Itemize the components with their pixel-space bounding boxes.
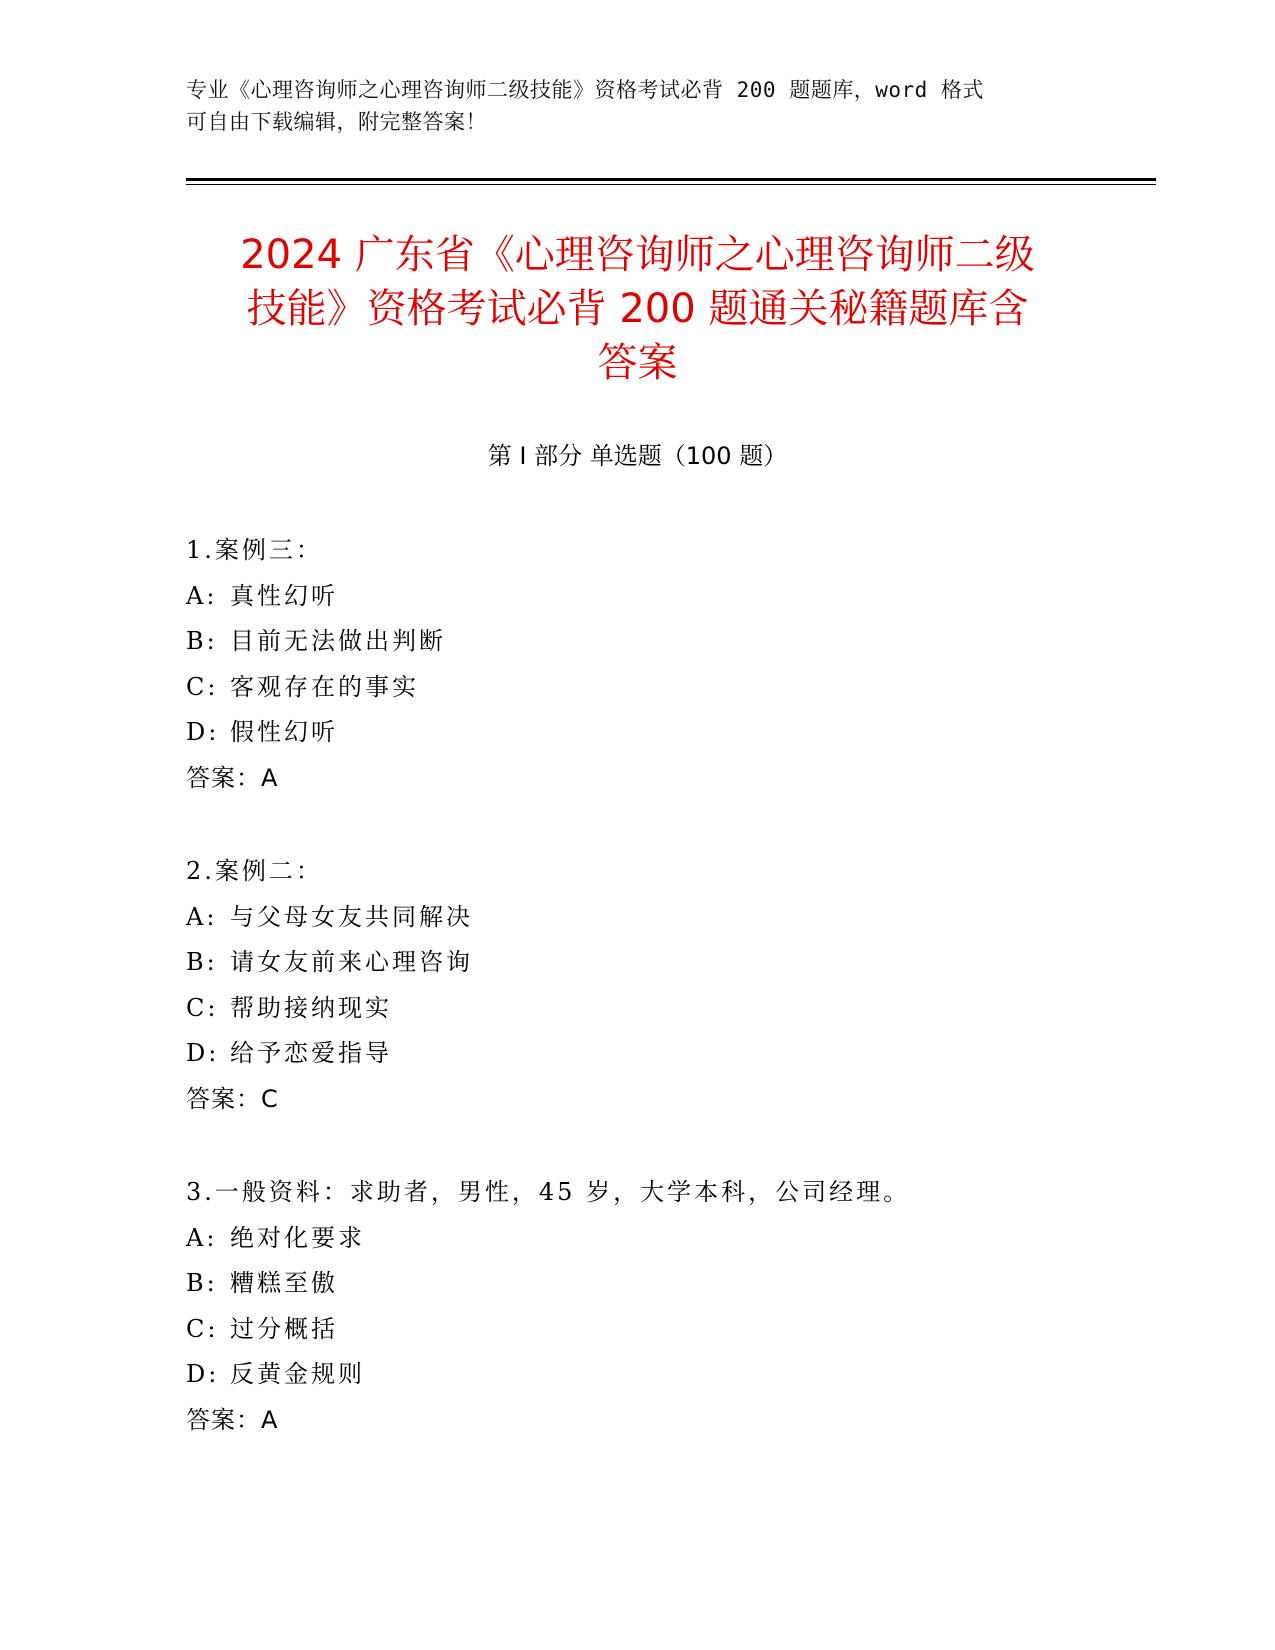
option-d <box>186 1031 1146 1077</box>
document-title-line-3: 答案 <box>597 340 678 386</box>
option-letter: A: <box>186 1223 218 1252</box>
option-b <box>186 940 1146 986</box>
option-text: 给予恋爱指导 <box>230 1039 392 1067</box>
option-text: 真性幻听 <box>230 581 338 610</box>
option-letter: D: <box>186 718 220 746</box>
section-title: 第 I 部分 单选题（100 题） <box>487 442 788 470</box>
document-title <box>150 228 1125 390</box>
option-letter: C: <box>186 1314 219 1343</box>
option-text: 过分概括 <box>230 1314 338 1343</box>
option-d <box>186 710 1146 756</box>
option-text: 糟糕至傲 <box>230 1269 338 1297</box>
header-divider-thin <box>186 184 1156 185</box>
option-d <box>186 1352 1146 1398</box>
option-text: 目前无法做出判断 <box>230 627 446 655</box>
option-c <box>186 1307 1146 1353</box>
option-text: 绝对化要求 <box>230 1223 365 1252</box>
option-text: 请女友前来心理咨询 <box>230 948 473 976</box>
option-letter: B: <box>186 948 218 976</box>
document-title-line-2: 技能》资格考试必背 200 题通关秘籍题库含 <box>246 286 1029 332</box>
question-stem: 1.案例三： <box>186 536 323 564</box>
option-text: 反黄金规则 <box>230 1360 365 1388</box>
option-letter: A: <box>186 902 218 931</box>
option-c <box>186 986 1146 1032</box>
header-divider-thick <box>186 178 1156 181</box>
answer-line: 答案：C <box>186 1084 279 1113</box>
option-letter: C: <box>186 993 219 1022</box>
option-text: 与父母女友共同解决 <box>230 902 473 931</box>
option-letter: A: <box>186 581 218 610</box>
answer-line: 答案：A <box>186 1405 279 1434</box>
header-note <box>186 74 1086 138</box>
option-c <box>186 665 1146 711</box>
question-stem: 3.一般资料：求助者，男性，45 岁，大学本科，公司经理。 <box>186 1178 911 1206</box>
option-letter: B: <box>186 627 218 655</box>
option-letter: B: <box>186 1269 218 1297</box>
header-note-line-1: 专业《心理咨询师之心理咨询师二级技能》资格考试必背 200 题题库，word 格式 <box>186 78 984 102</box>
question-1 <box>186 528 1146 801</box>
question-2 <box>186 849 1146 1122</box>
header-note-line-2: 可自由下载编辑，附完整答案！ <box>186 110 487 134</box>
option-text: 假性幻听 <box>230 718 338 746</box>
option-text: 客观存在的事实 <box>230 672 419 701</box>
option-letter: C: <box>186 672 219 701</box>
question-stem: 2.案例二： <box>186 857 323 885</box>
question-3 <box>186 1170 1146 1443</box>
option-b <box>186 619 1146 665</box>
option-letter: D: <box>186 1039 220 1067</box>
option-text: 帮助接纳现实 <box>230 993 392 1022</box>
option-a <box>186 574 1146 620</box>
question-list <box>186 528 1146 1491</box>
document-title-line-1: 2024 广东省《心理咨询师之心理咨询师二级 <box>240 232 1035 278</box>
option-a <box>186 895 1146 941</box>
option-b <box>186 1261 1146 1307</box>
option-a <box>186 1216 1146 1262</box>
option-letter: D: <box>186 1360 220 1388</box>
answer-line: 答案：A <box>186 763 279 792</box>
